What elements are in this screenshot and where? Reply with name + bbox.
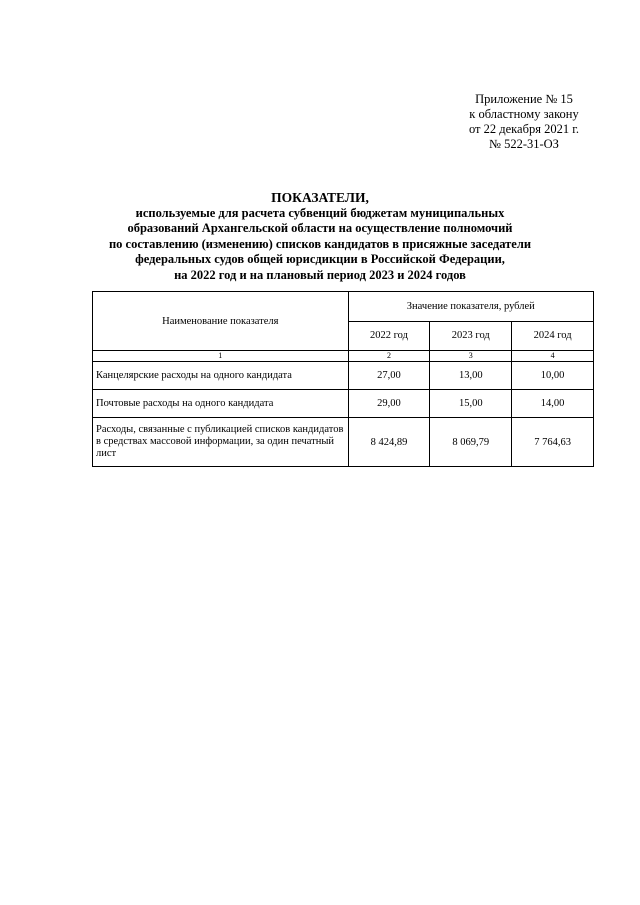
row-value-2022: 8 424,89 <box>348 418 430 467</box>
header-indicator-name: Наименование показателя <box>93 292 349 351</box>
title-line-1: используемые для расчета субвенций бюджетам муниципальных <box>135 205 505 220</box>
row-value-2022: 29,00 <box>348 390 430 418</box>
row-indicator-name: Расходы, связанные с публикацией списков кандидатов в средствах массовой информации, за один печатный лист <box>93 418 349 467</box>
row-indicator-name: Почтовые расходы на одного кандидата <box>93 390 349 418</box>
title-line-4: федеральных судов общей юрисдикции в Российской Федерации, <box>135 252 505 266</box>
column-numbers-row <box>93 351 594 362</box>
appendix-line-4: № 522-31-ОЗ <box>489 137 559 151</box>
title-heading: ПОКАЗАТЕЛИ, <box>271 190 369 205</box>
row-value-2023: 8 069,79 <box>430 418 512 467</box>
appendix-reference <box>444 92 604 152</box>
appendix-line-3: от 22 декабря 2021 г. <box>468 122 580 136</box>
row-value-2023: 13,00 <box>430 362 512 390</box>
title-line-2: образований Архангельской области на осуществление полномочий <box>127 221 513 235</box>
appendix-line-1: Приложение № 15 <box>475 92 573 106</box>
table-row <box>93 362 594 390</box>
row-value-2022: 27,00 <box>348 362 430 390</box>
document-title <box>80 190 560 283</box>
row-value-2024: 10,00 <box>512 362 594 390</box>
row-value-2024: 7 764,63 <box>512 418 594 467</box>
header-value-group: Значение показателя, рублей <box>348 292 593 322</box>
table-row <box>93 390 594 418</box>
title-line-5: на 2022 год и на плановый период 2023 и 2024 годов <box>174 267 466 282</box>
column-number: 2 <box>348 351 430 362</box>
appendix-line-2: к областному закону <box>469 107 579 121</box>
header-year-2023: 2023 год <box>430 321 512 351</box>
table-row <box>93 418 594 467</box>
title-line-3: по составлению (изменению) списков кандидатов в присяжные заседатели <box>108 236 532 251</box>
column-number: 1 <box>93 351 349 362</box>
column-number: 4 <box>512 351 594 362</box>
row-indicator-name: Канцелярские расходы на одного кандидата <box>93 362 349 390</box>
header-year-2024: 2024 год <box>512 321 594 351</box>
row-value-2023: 15,00 <box>430 390 512 418</box>
indicators-table <box>92 291 594 467</box>
row-value-2024: 14,00 <box>512 390 594 418</box>
column-number: 3 <box>430 351 512 362</box>
header-year-2022: 2022 год <box>348 321 430 351</box>
